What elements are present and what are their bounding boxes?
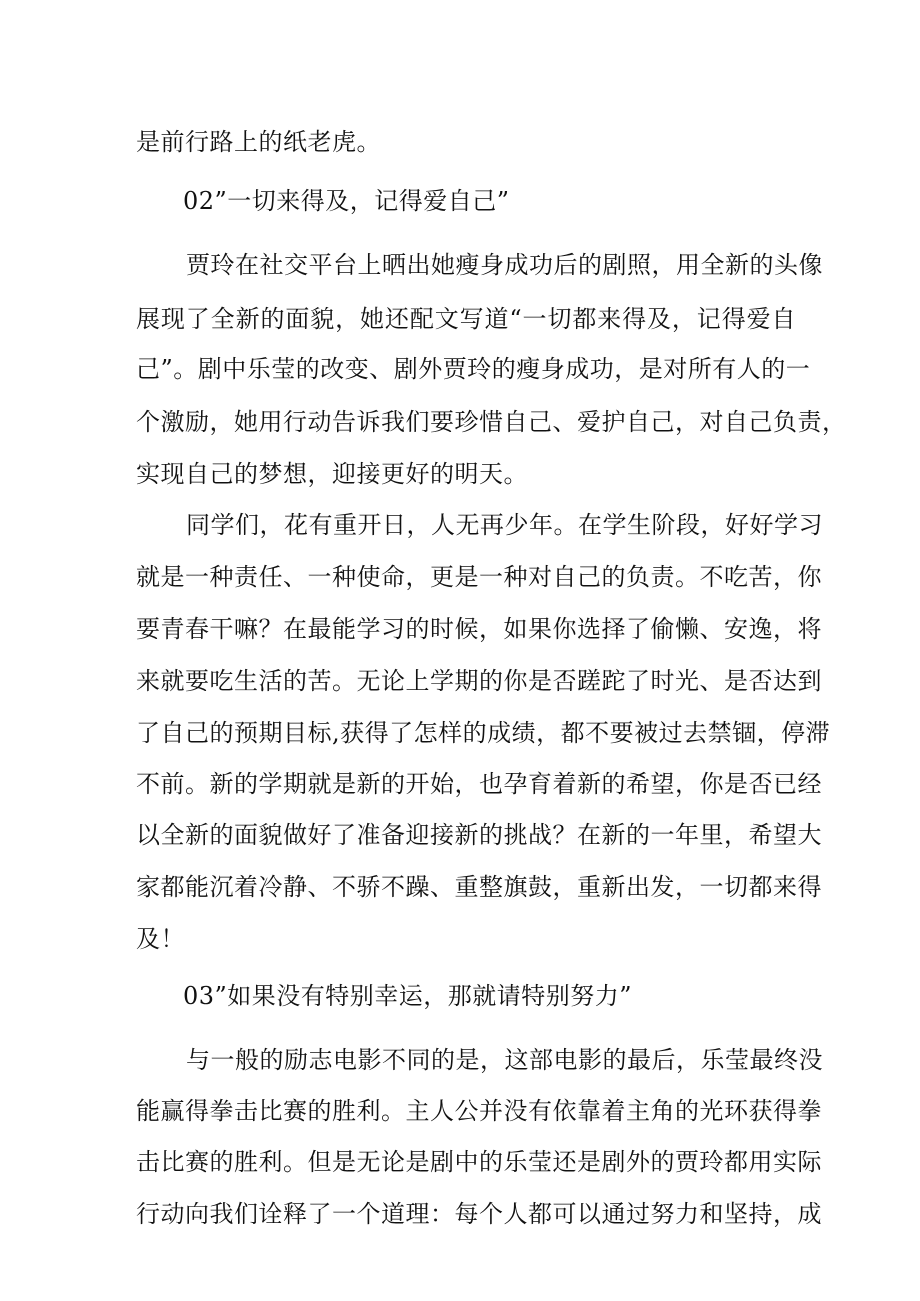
section-heading-03: 03”如果没有特别幸运，那就请特别努力” bbox=[183, 982, 633, 1010]
paragraph-line: 要青春干嘛？在最能学习的时候，如果你选择了偷懒、安逸，将 bbox=[136, 615, 822, 643]
section-heading-02: 02”一切来得及，记得爱自己” bbox=[183, 187, 510, 215]
paragraph-line: 展现了全新的面貌，她还配文写道“一切都来得及，记得爱自 bbox=[136, 305, 796, 333]
paragraph-fragment: 是前行路上的纸老虎。 bbox=[136, 128, 381, 156]
paragraph-line: 能赢得拳击比赛的胜利。主人公并没有依靠着主角的光环获得拳 bbox=[136, 1097, 822, 1125]
paragraph-line: 与一般的励志电影不同的是，这部电影的最后，乐莹最终没 bbox=[186, 1046, 823, 1074]
paragraph-line: 己”。剧中乐莹的改变、剧外贾玲的瘦身成功，是对所有人的一 bbox=[136, 355, 811, 383]
paragraph-line: 及！ bbox=[136, 925, 185, 953]
paragraph-line: 以全新的面貌做好了准备迎接新的挑战？在新的一年里，希望大 bbox=[136, 821, 822, 849]
paragraph-line: 不前。新的学期就是新的开始，也孕育着新的希望，你是否已经 bbox=[136, 770, 822, 798]
paragraph-line: 实现自己的梦想，迎接更好的明天。 bbox=[136, 460, 528, 488]
paragraph-line: 击比赛的胜利。但是无论是剧中的乐莹还是剧外的贾玲都用实际 bbox=[136, 1148, 822, 1176]
paragraph-line: 个激励，她用行动告诉我们要珍惜自己、爱护自己，对自己负责， bbox=[136, 408, 847, 436]
paragraph-line: 同学们，花有重开日，人无再少年。在学生阶段，好好学习 bbox=[186, 511, 823, 539]
paragraph-line: 就是一种责任、一种使命，更是一种对自己的负责。不吃苦，你 bbox=[136, 563, 822, 591]
paragraph-line: 了自己的预期目标,获得了怎样的成绩，都不要被过去禁锢，停滞 bbox=[136, 719, 831, 747]
paragraph-line: 家都能沉着冷静、不骄不躁、重整旗鼓，重新出发，一切都来得 bbox=[136, 873, 822, 901]
paragraph-line: 贾玲在社交平台上晒出她瘦身成功后的剧照，用全新的头像 bbox=[186, 251, 823, 279]
paragraph-line: 来就要吃生活的苦。无论上学期的你是否蹉跎了时光、是否达到 bbox=[136, 667, 822, 695]
paragraph-line: 行动向我们诠释了一个道理：每个人都可以通过努力和坚持，成 bbox=[136, 1200, 822, 1228]
